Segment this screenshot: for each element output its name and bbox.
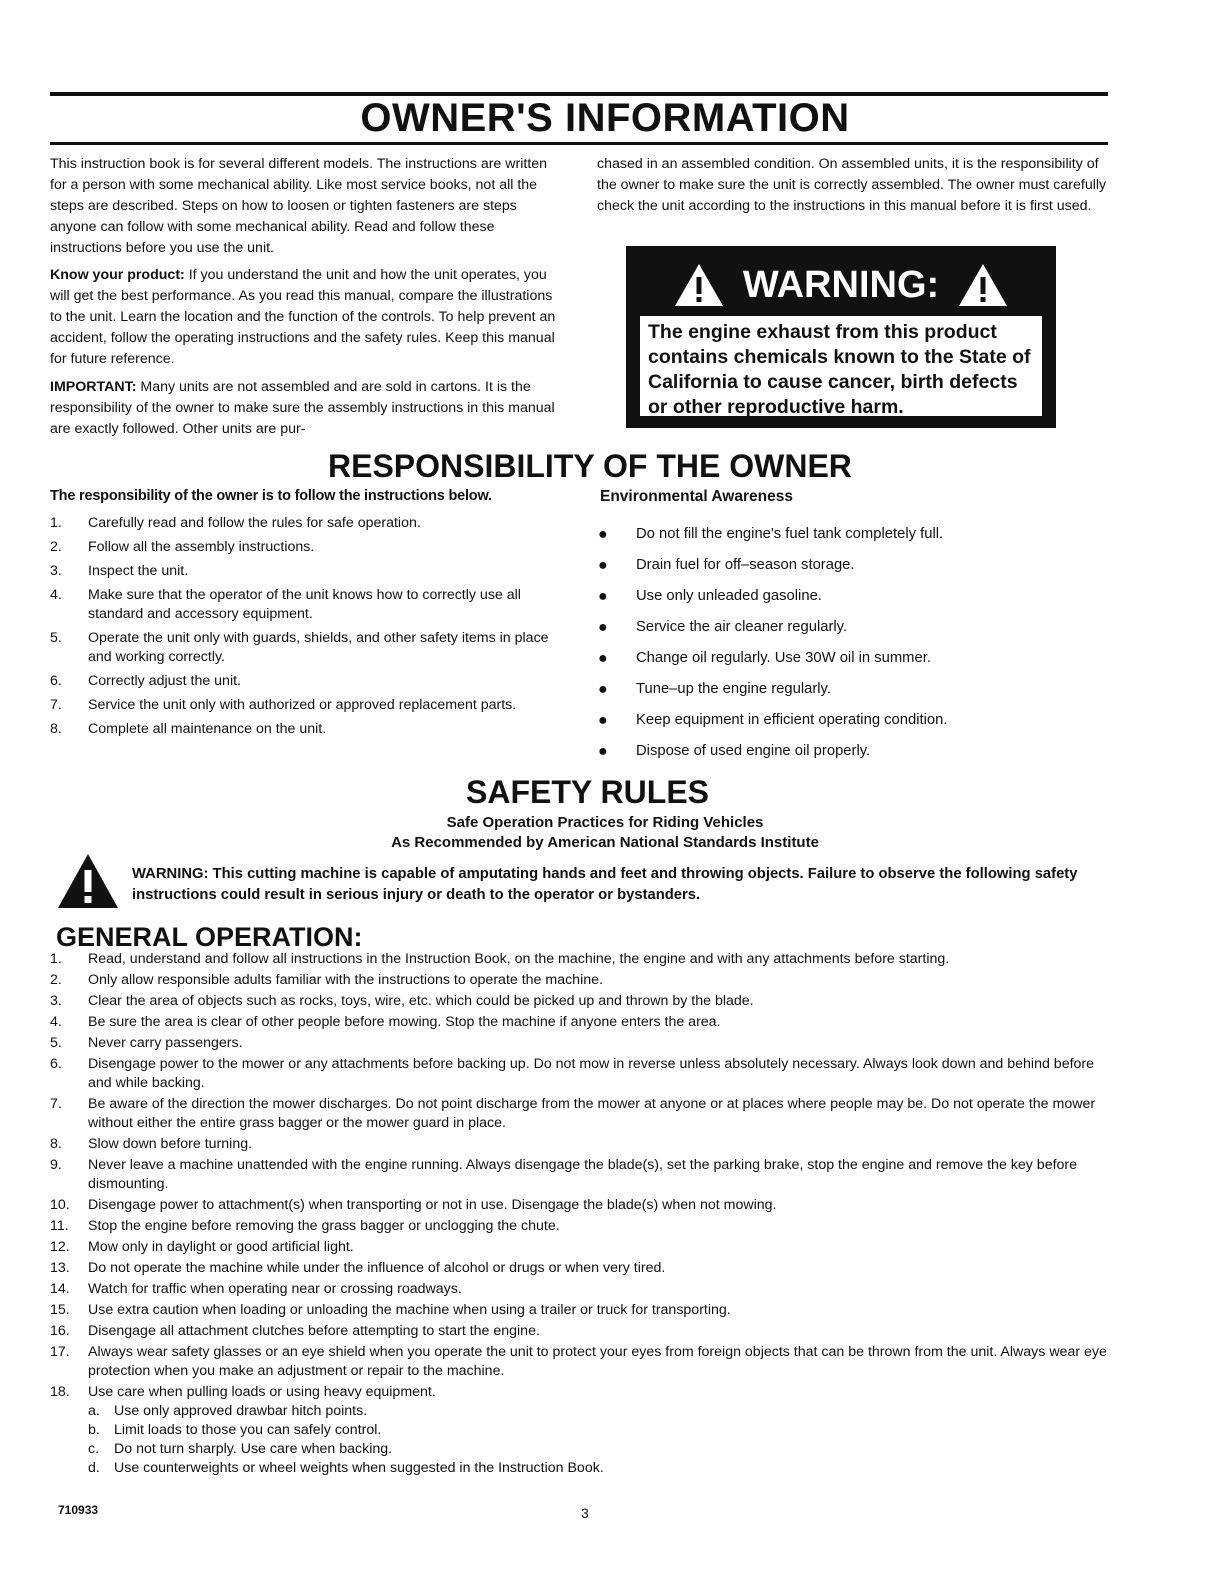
list-item: 3. Clear the area of objects such as rocks, toys, wire, etc. which could be picked up and thrown by the blade. (50, 993, 754, 1009)
bullet-icon: ● (598, 526, 608, 543)
page-title: OWNER'S INFORMATION (360, 96, 850, 140)
list-item: 4. Make sure that the operator of the unit knows how to correctly use all standard and accessory equipment. (50, 587, 521, 622)
list-item: 15. Use extra caution when loading or unloading the machine when using a trailer or truck for transporting. (50, 1302, 731, 1318)
list-item: 17. Always wear safety glasses or an eye shield when you operate the unit to protect your eyes from foreign objects that can be thrown from the unit. Always wear eye protection when you make an adjustment or repair to the machine. (50, 1344, 1107, 1379)
list-item: ● Use only unleaded gasoline. (598, 588, 822, 605)
prop65-warning-box (626, 246, 1056, 428)
important-lead: IMPORTANT: (50, 379, 137, 395)
list-item: 10. Disengage power to attachment(s) when transporting or not in use. Disengage the blade(s) when not mowing. (50, 1197, 777, 1213)
list-item: 6. Correctly adjust the unit. (50, 673, 241, 689)
know-product-paragraph (50, 265, 566, 370)
list-item: d. Use counterweights or wheel weights when suggested in the Instruction Book. (88, 1460, 604, 1476)
general-operation-list (50, 950, 1114, 1478)
list-item: 8. Slow down before turning. (50, 1136, 253, 1152)
warning-triangle-icon (957, 262, 1009, 308)
bullet-icon: ● (598, 743, 608, 760)
doc-number: 710933 (58, 1503, 99, 1517)
warning-triangle-icon (673, 262, 725, 308)
bullet-icon: ● (598, 712, 608, 729)
warning-heading: WARNING: (742, 263, 940, 306)
safety-subtitle-2: As Recommended by American National Standards Institute (391, 834, 819, 851)
list-item: 5. Never carry passengers. (50, 1035, 243, 1051)
list-item: b. Limit loads to those you can safely control. (88, 1422, 382, 1438)
list-item: 13. Do not operate the machine while under the influence of alcohol or drugs or when very tired. (50, 1260, 666, 1276)
safety-subtitle-1: Safe Operation Practices for Riding Vehicles (446, 814, 764, 831)
important-text: Many units are not assembled and are sold in cartons. It is the responsibility of the owner to make sure the assembly instructions in this manual are exactly followed. Other units are pur- (50, 379, 555, 437)
list-item: 6. Disengage power to the mower or any attachments before backing up. Do not mow in reverse unless absolutely necessary. Always look down and behind before and while backing. (50, 1056, 1095, 1091)
warning-text: The engine exhaust from this product contains chemicals known to the State of California to cause cancer, birth defects or other reproductive harm. (640, 316, 1042, 416)
list-item: 1. Carefully read and follow the rules for safe operation. (50, 515, 421, 531)
bullet-icon: ● (598, 557, 608, 574)
list-item: ● Service the air cleaner regularly. (598, 619, 848, 636)
list-item: ● Do not fill the engine's fuel tank completely full. (598, 526, 944, 543)
warning-header (626, 254, 1056, 316)
assembled-paragraph: chased in an assembled condition. On assembled units, it is the responsibility of the owner to make sure the unit is correctly assembled. The owner must carefully check the unit according to the instructions in this manual before it is first used. (597, 156, 1107, 214)
important-paragraph (50, 377, 566, 440)
warning-triangle-icon (56, 852, 120, 910)
list-item: ● Change oil regularly. Use 30W oil in summer. (598, 650, 931, 667)
list-item: a. Use only approved drawbar hitch points. (88, 1403, 368, 1419)
responsibility-title: RESPONSIBILITY OF THE OWNER (328, 448, 852, 484)
bullet-icon: ● (598, 588, 608, 605)
bullet-icon: ● (598, 650, 608, 667)
list-item: 7. Be aware of the direction the mower discharges. Do not point discharge from the mower at anyone or at places where people may be. Do not operate the mower without either the entire grass bagger or the mower guard in place. (50, 1096, 1096, 1131)
list-item: 16. Disengage all attachment clutches before attempting to start the engine. (50, 1323, 540, 1339)
intro-paragraph (50, 154, 566, 259)
bullet-icon: ● (598, 681, 608, 698)
list-item: 7. Service the unit only with authorized or approved replacement parts. (50, 697, 517, 713)
list-item: 8. Complete all maintenance on the unit. (50, 721, 327, 737)
list-item: 2. Only allow responsible adults familiar with the instructions to operate the machine. (50, 972, 603, 988)
title-underline (50, 142, 1108, 145)
list-item: 18. Use care when pulling loads or using heavy equipment. (50, 1384, 436, 1400)
list-item: 14. Watch for traffic when operating near or crossing roadways. (50, 1281, 462, 1297)
know-product-text: If you understand the unit and how the unit operates, you will get the best performance. As you read this manual, compare the illustrations to the unit. Learn the location and the function of the controls. To help prevent an accident, follow the operating instructions and the safety rules. Keep this manual for future reference. (50, 267, 556, 367)
list-item: 3. Inspect the unit. (50, 563, 189, 579)
safety-warning-text: WARNING: This cutting machine is capable of amputating hands and feet and throwing objects. Failure to observe the following safety instructions could result in serious injury or death to the operator or bystanders. (132, 866, 1078, 903)
list-item: ● Keep equipment in efficient operating condition. (598, 712, 948, 729)
list-item: 11. Stop the engine before removing the grass bagger or unclogging the chute. (50, 1218, 560, 1234)
general-operation-title: GENERAL OPERATION: (56, 922, 363, 952)
responsibility-list (50, 514, 570, 739)
list-item: 9. Never leave a machine unattended with the engine running. Always disengage the blade(s), set the parking brake, stop the engine and remove the key before dismounting. (50, 1157, 1078, 1192)
list-item: ● Dispose of used engine oil properly. (598, 743, 871, 760)
responsibility-subhead: The responsibility of the owner is to follow the instructions below. (50, 488, 492, 504)
environmental-list (598, 526, 1108, 774)
page-number: 3 (581, 1505, 589, 1521)
environmental-title: Environmental Awareness (600, 488, 793, 505)
list-item: ● Drain fuel for off–season storage. (598, 557, 855, 574)
list-item: 2. Follow all the assembly instructions. (50, 539, 315, 555)
intro-text: This instruction book is for several different models. The instructions are written for a person with some mechanical ability. Like most service books, not all the steps are described. Steps on how to loosen or tighten fasteners are steps anyone can follow with some mechanical ability. Read and follow these instructions before you use the unit. (50, 156, 548, 256)
know-product-lead: Know your product: (50, 267, 185, 283)
list-item: ● Tune–up the engine regularly. (598, 681, 831, 698)
list-item: 5. Operate the unit only with guards, shields, and other safety items in place and working correctly. (50, 630, 549, 665)
list-item: 1. Read, understand and follow all instructions in the Instruction Book, on the machine, the engine and with any attachments before starting. (50, 951, 950, 967)
list-item: c. Do not turn sharply. Use care when backing. (88, 1441, 393, 1457)
safety-rules-title: SAFETY RULES (466, 774, 709, 810)
bullet-icon: ● (598, 619, 608, 636)
list-item: 4. Be sure the area is clear of other people before mowing. Stop the machine if anyone enters the area. (50, 1014, 721, 1030)
list-item: 12. Mow only in daylight or good artificial light. (50, 1239, 354, 1255)
